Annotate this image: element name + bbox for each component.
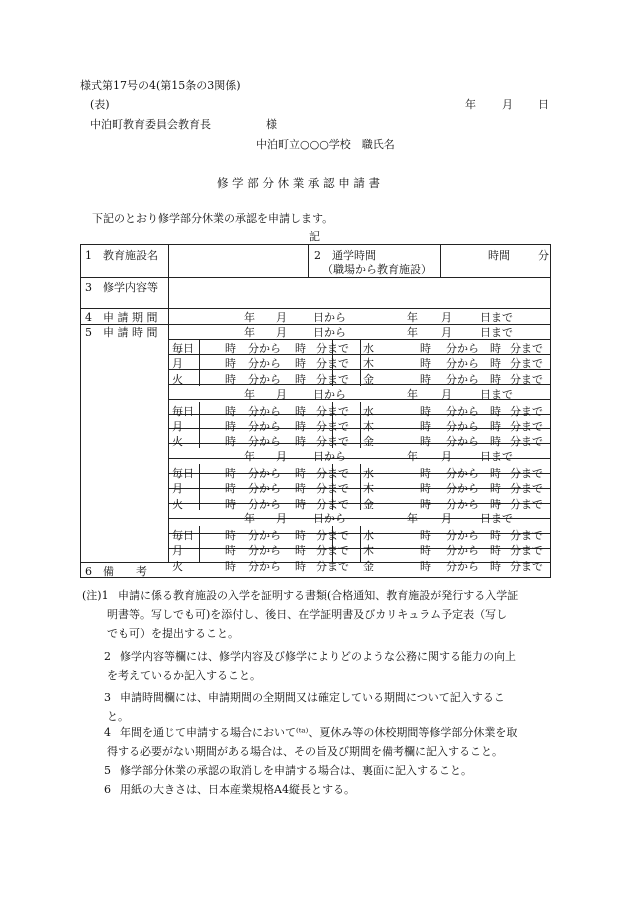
period-until: 日まで [480,326,513,339]
min-until: 分まで [510,544,543,557]
period-year: 年 [407,450,418,463]
min-from: 分から [446,420,479,433]
hour-label: 時 [420,529,431,542]
hour-label: 時 [295,482,306,495]
period-from: 日から [313,311,346,324]
day-label: 木 [363,482,374,495]
day-label: 火 [172,373,183,386]
hour-label: 時 [420,544,431,557]
grid-day-col-right [360,340,361,386]
hour-label: 時 [295,560,306,573]
note-1-line-2: 明書等。写しでも可)を添付し、後日、在学証明書及びカリキュラム予定表（写し [107,608,508,621]
hour-label: 時 [420,498,431,511]
day-label: 木 [363,420,374,433]
hour-label: 時 [420,405,431,418]
hour-label: 時 [295,420,306,433]
min-from: 分から [446,405,479,418]
date-day-label: 日 [538,98,549,111]
day-label: 水 [363,467,374,480]
min-from: 分から [446,560,479,573]
min-from: 分から [446,498,479,511]
min-until: 分まで [316,529,349,542]
min-until: 分まで [510,467,543,480]
page-title: 修 学 部 分 休 業 承 認 申 請 書 [217,176,381,190]
day-label: 金 [363,373,374,386]
note-2-line-1: 修学内容等欄には、修学内容及び修学によりどのような公務に関する能力の向上 [120,650,516,663]
min-until: 分まで [510,405,543,418]
commute-minutes: 分 [538,249,549,262]
min-until: 分まで [316,482,349,495]
row1-rule-b [440,244,441,277]
period-year: 年 [407,512,418,525]
min-until: 分まで [510,342,543,355]
note-1-prefix: (注)1 [82,589,109,602]
min-from: 分から [446,482,479,495]
day-label: 木 [363,357,374,370]
hour-label: 時 [420,357,431,370]
day-label: 火 [172,498,183,511]
min-until: 分まで [316,357,349,370]
min-from: 分から [248,342,281,355]
day-label: 金 [363,560,374,573]
table-border-top [80,244,551,245]
note-3-line-2: と。 [107,710,129,723]
applicant-line: 中泊町立○○○学校 職氏名 [256,138,395,151]
min-until: 分まで [316,498,349,511]
min-from: 分から [248,544,281,557]
min-until: 分まで [510,529,543,542]
row-5-label: 5 申 請 時 間 [85,326,158,339]
hour-label: 時 [295,373,306,386]
hour-label: 時 [225,467,236,480]
row-divider-3 [80,308,550,309]
date-month-label: 月 [502,98,513,111]
commute-line-2: （職場から教育施設） [322,263,432,276]
period-from: 日から [313,326,346,339]
day-label: 水 [363,529,374,542]
table-border-right [550,244,551,578]
note-4-line-1: 年間を通じて申請する場合において⁽ᵗᵃ⁾、夏休み等の休校期間等修学部分休業を取 [120,726,518,739]
hour-label: 時 [420,373,431,386]
period-year: 年 [407,326,418,339]
commute-hours: 時間 [488,249,510,262]
hour-label: 時 [490,467,501,480]
period-month: 月 [441,326,452,339]
period-month: 月 [276,311,287,324]
day-label: 毎日 [172,405,194,418]
hour-label: 時 [490,373,501,386]
hour-label: 時 [225,498,236,511]
hour-label: 時 [490,405,501,418]
period-year: 年 [244,326,255,339]
note-1-line-1: 申請に係る教育施設の入学を証明する書類(合格通知、教育施設が発行する入学証 [118,589,519,602]
hour-label: 時 [225,373,236,386]
period-until: 日まで [480,388,513,401]
day-label: 毎日 [172,529,194,542]
day-label: 水 [363,405,374,418]
min-from: 分から [446,357,479,370]
day-label: 毎日 [172,467,194,480]
row-3-label: 3 修学内容等 [85,281,158,294]
period-year: 年 [244,450,255,463]
addressee: 中泊町教育委員会教育長 [90,118,211,131]
day-label: 月 [172,544,183,557]
period-month: 月 [441,450,452,463]
period-month: 月 [276,512,287,525]
min-from: 分から [248,529,281,542]
min-until: 分まで [510,420,543,433]
row-4-label: 4 申 請 期 間 [85,311,158,324]
min-until: 分まで [316,467,349,480]
hour-label: 時 [420,482,431,495]
period-year: 年 [244,311,255,324]
row-divider-1 [80,277,550,278]
hour-label: 時 [295,342,306,355]
hour-label: 時 [225,435,236,448]
hour-label: 時 [225,405,236,418]
note-3-line-1: 申請時間欄には、申請期間の全期間又は確定している期間について記入するこ [120,691,505,704]
period-until: 日まで [480,450,513,463]
period-year: 年 [407,388,418,401]
period-year: 年 [244,512,255,525]
hour-label: 時 [420,435,431,448]
min-until: 分まで [510,560,543,573]
min-from: 分から [446,467,479,480]
min-from: 分から [248,482,281,495]
hour-label: 時 [295,529,306,542]
day-label: 月 [172,420,183,433]
min-from: 分から [248,467,281,480]
note-5-line-1: 修学部分休業の承認の取消しを申請する場合は、裏面に記入すること。 [120,764,472,777]
addressee-honorific: 様 [266,118,277,131]
note-4-num: 4 [104,726,111,739]
row-6-label: 6 備 考 [85,565,147,578]
grid-day-col [199,340,200,386]
period-month: 月 [276,326,287,339]
min-until: 分まで [510,435,543,448]
min-from: 分から [248,498,281,511]
min-until: 分まで [316,435,349,448]
min-from: 分から [248,373,281,386]
hour-label: 時 [295,544,306,557]
hour-label: 時 [420,420,431,433]
period-until: 日まで [480,512,513,525]
table-border-bottom [80,577,551,578]
min-from: 分から [248,420,281,433]
form-side: (表) [90,98,110,111]
hour-label: 時 [490,482,501,495]
min-from: 分から [248,405,281,418]
row-divider-5 [80,562,550,563]
note-5-num: 5 [104,764,111,777]
note-4-line-2: 得する必要がない期間がある場合は、その旨及び期間を備考欄に記入すること。 [107,745,503,758]
table-border-left [80,244,81,578]
hour-label: 時 [490,342,501,355]
min-from: 分から [446,342,479,355]
row1-rule-a [308,244,309,277]
note-1-line-3: でも可）を提出すること。 [107,627,239,640]
hour-label: 時 [225,342,236,355]
grid-day-col [199,402,200,448]
grid-rule [168,339,550,340]
day-label: 月 [172,357,183,370]
hour-label: 時 [490,544,501,557]
intro-text: 下記のとおり修学部分休業の承認を申請します。 [92,212,334,225]
hour-label: 時 [490,529,501,542]
hour-label: 時 [225,357,236,370]
period-month: 月 [441,512,452,525]
row-1-label: 1 教育施設名 [85,249,158,262]
min-from: 分から [446,435,479,448]
note-6-line-1: 用紙の大きさは、日本産業規格A4縦長とする。 [120,783,355,796]
ki-label: 記 [309,230,320,243]
min-until: 分まで [510,498,543,511]
period-from: 日から [313,512,346,525]
label-col-rule-top [168,244,169,324]
hour-label: 時 [490,560,501,573]
min-until: 分まで [510,482,543,495]
note-6-num: 6 [104,783,111,796]
period-month: 月 [276,450,287,463]
day-label: 金 [363,435,374,448]
hour-label: 時 [225,544,236,557]
min-from: 分から [248,560,281,573]
hour-label: 時 [420,560,431,573]
hour-label: 時 [225,560,236,573]
hour-label: 時 [295,498,306,511]
min-until: 分まで [316,373,349,386]
date-year-label: 年 [465,98,476,111]
hour-label: 時 [420,342,431,355]
period-year: 年 [407,311,418,324]
form-number: 様式第17号の4(第15条の3関係) [80,79,241,92]
hour-label: 時 [295,357,306,370]
day-label: 金 [363,498,374,511]
hour-label: 時 [225,529,236,542]
hour-label: 時 [225,482,236,495]
day-label: 水 [363,342,374,355]
period-until: 日まで [480,311,513,324]
period-month: 月 [441,388,452,401]
hour-label: 時 [295,467,306,480]
min-from: 分から [446,544,479,557]
hour-label: 時 [490,435,501,448]
min-from: 分から [446,373,479,386]
min-from: 分から [446,529,479,542]
period-from: 日から [313,388,346,401]
note-2-num: 2 [104,650,111,663]
grid-day-col [199,526,200,562]
min-until: 分まで [510,373,543,386]
grid-day-col-right [360,402,361,448]
hour-label: 時 [490,498,501,511]
period-month: 月 [441,311,452,324]
grid-day-col [199,464,200,510]
day-label: 火 [172,435,183,448]
min-until: 分まで [510,357,543,370]
min-until: 分まで [316,342,349,355]
day-label: 火 [172,560,183,573]
commute-line-1: 2 通学時間 [314,249,376,262]
min-from: 分から [248,357,281,370]
hour-label: 時 [295,435,306,448]
hour-label: 時 [420,467,431,480]
day-label: 毎日 [172,342,194,355]
period-year: 年 [244,388,255,401]
hour-label: 時 [490,357,501,370]
note-3-num: 3 [104,691,111,704]
row-divider-4 [80,324,550,325]
day-label: 木 [363,544,374,557]
hour-label: 時 [490,420,501,433]
min-until: 分まで [316,544,349,557]
min-until: 分まで [316,405,349,418]
hour-label: 時 [225,420,236,433]
min-until: 分まで [316,420,349,433]
note-2-line-2: を考えているか記入すること。 [107,669,261,682]
min-until: 分まで [316,560,349,573]
min-from: 分から [248,435,281,448]
grid-day-col-right [360,464,361,510]
grid-day-col-right [360,526,361,562]
period-from: 日から [313,450,346,463]
hour-label: 時 [295,405,306,418]
day-label: 月 [172,482,183,495]
period-month: 月 [276,388,287,401]
